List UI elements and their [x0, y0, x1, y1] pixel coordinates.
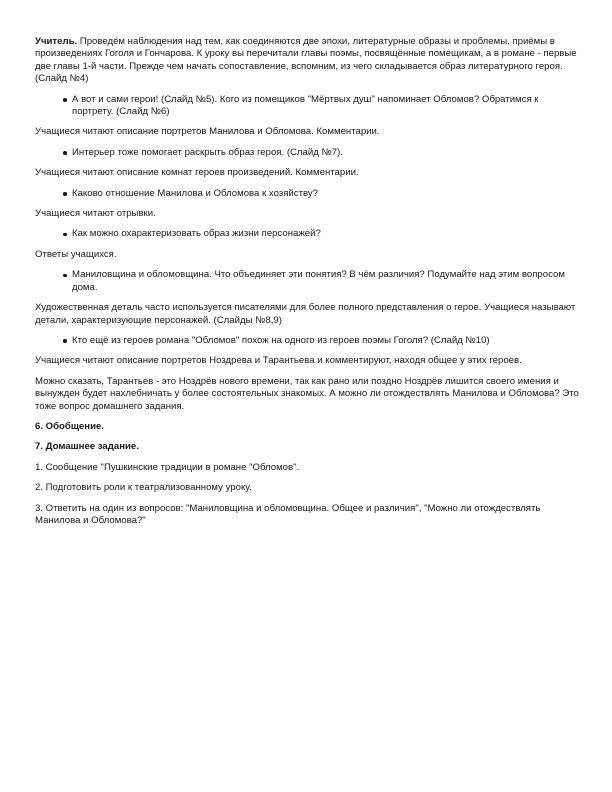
paragraph-excerpts: Учащиеся читают отрывки.	[35, 208, 156, 220]
paragraph-portraits: Учащиеся читают описание портретов Манилова и Обломова. Комментарии.	[35, 126, 380, 138]
homework-item-1: 1. Сообщение "Пушкинские традиции в романе "Обломов".	[35, 461, 300, 473]
document-page	[35, 36, 580, 535]
paragraph-answers: Ответы учащихся.	[35, 248, 117, 260]
homework-item-3: 3. Ответить на один из вопросов: "Маниловщина и обломовщина. Общее и различия", "Можно ли отождествлять Манилова и Обломова?"	[35, 502, 541, 526]
bullet-list-5	[35, 269, 580, 294]
paragraph-rooms: Учащиеся читают описание комнат героев произведений. Комментарии.	[35, 167, 359, 179]
section-heading-generalization: 6. Обобщение.	[35, 420, 104, 432]
bullet-list-6	[35, 335, 580, 347]
bullet-list-2	[35, 147, 580, 159]
bullet-item: Каково отношение Манилова и Обломова к хозяйству?	[35, 188, 580, 200]
bullet-item: Как можно охарактеризовать образ жизни персонажей?	[35, 228, 580, 240]
paragraph-detail: Художественная деталь часто используется писателями для более полного представления о герое. Учащиеся называют детали, характеризующие персонажей. (Слайды №8,9)	[35, 302, 576, 326]
bullet-list-3	[35, 188, 580, 200]
paragraph-nozdrev: Учащиеся читают описание портретов Ноздрева и Тарантьева и комментируют, находя общее у этих героев.	[35, 355, 522, 367]
section-heading-homework: 7. Домашнее задание.	[35, 441, 139, 453]
homework-item-2: 2. Подготовить роли к театрализованному уроку.	[35, 482, 252, 494]
bullet-list-4	[35, 228, 580, 240]
bullet-list-1	[35, 94, 580, 119]
speaker-label: Учитель.	[35, 36, 78, 47]
intro-paragraph	[35, 36, 580, 86]
paragraph-tarantiev: Можно сказать, Тарантьев - это Ноздрёв нового времени, так как рано или поздно Ноздрёв лишится своего имения и вынужден будет нахлебничать у более состоятельных знакомых. А можно ли отождествлять Манилова и Обломова? Это тоже вопрос домашнего задания.	[35, 375, 579, 412]
bullet-item: Маниловщина и обломовщина. Что объединяет эти понятия? В чём различия? Подумайте над этим вопросом дома.	[35, 269, 580, 294]
bullet-item: Интерьер тоже помогает раскрыть образ героя. (Слайд №7).	[35, 147, 580, 159]
bullet-item: Кто ещё из героев романа "Обломов" похож на одного из героев поэмы Гоголя? (Слайд №10)	[35, 335, 580, 347]
intro-text: Проведём наблюдения над тем, как соединяются две эпохи, литературные образы и проблемы, приёмы в произведениях Гоголя и Гончарова. К уроку вы перечитали главы поэмы, посвящённые помещикам, а в романе - первые две главы 1-й части. Прежде чем начать сопоставление, вспомним, из чего складывается образ литературного героя. (Слайд №4)	[35, 36, 577, 85]
bullet-item: А вот и сами герои! (Слайд №5). Кого из помещиков "Мёртвых душ" напоминает Обломов? Обратимся к портрету. (Слайд №6)	[35, 94, 580, 119]
